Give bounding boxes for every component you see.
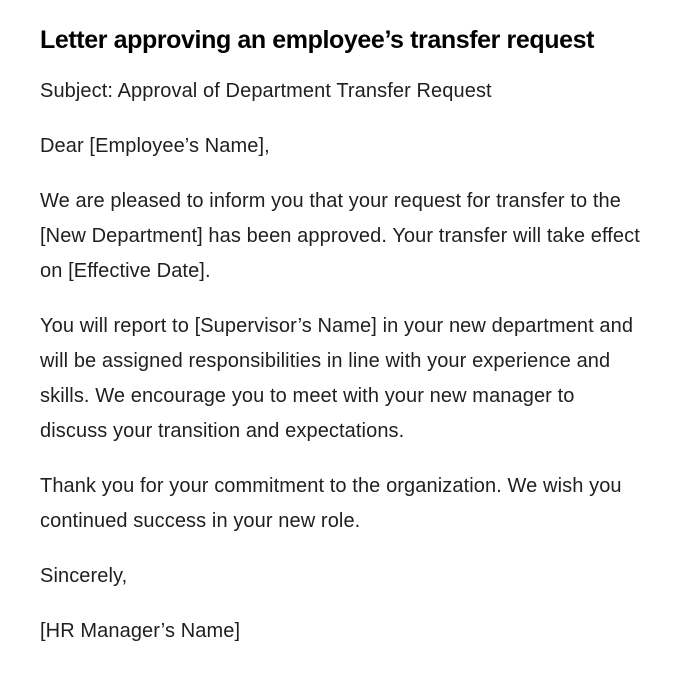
body-paragraph-responsibilities: You will report to [Supervisor’s Name] in your new department and will be assigned responsibilities in line with your experience and skills. We encourage you to meet with your new manager to discuss your transition and expectations. [40, 315, 634, 442]
salutation: Dear [Employee’s Name], [40, 135, 270, 157]
letter-document [40, 22, 640, 669]
subject-line: Subject: Approval of Department Transfer Request [40, 80, 492, 102]
signature: [HR Manager’s Name] [40, 620, 241, 642]
page-title: Letter approving an employee’s transfer request [40, 26, 595, 54]
body-paragraph-approval: We are pleased to inform you that your request for transfer to the [New Department] has been approved. Your transfer will take effect on [Effective Date]. [40, 190, 640, 282]
closing: Sincerely, [40, 565, 128, 587]
body-paragraph-thanks: Thank you for your commitment to the organization. We wish you continued success in your new role. [40, 475, 622, 532]
